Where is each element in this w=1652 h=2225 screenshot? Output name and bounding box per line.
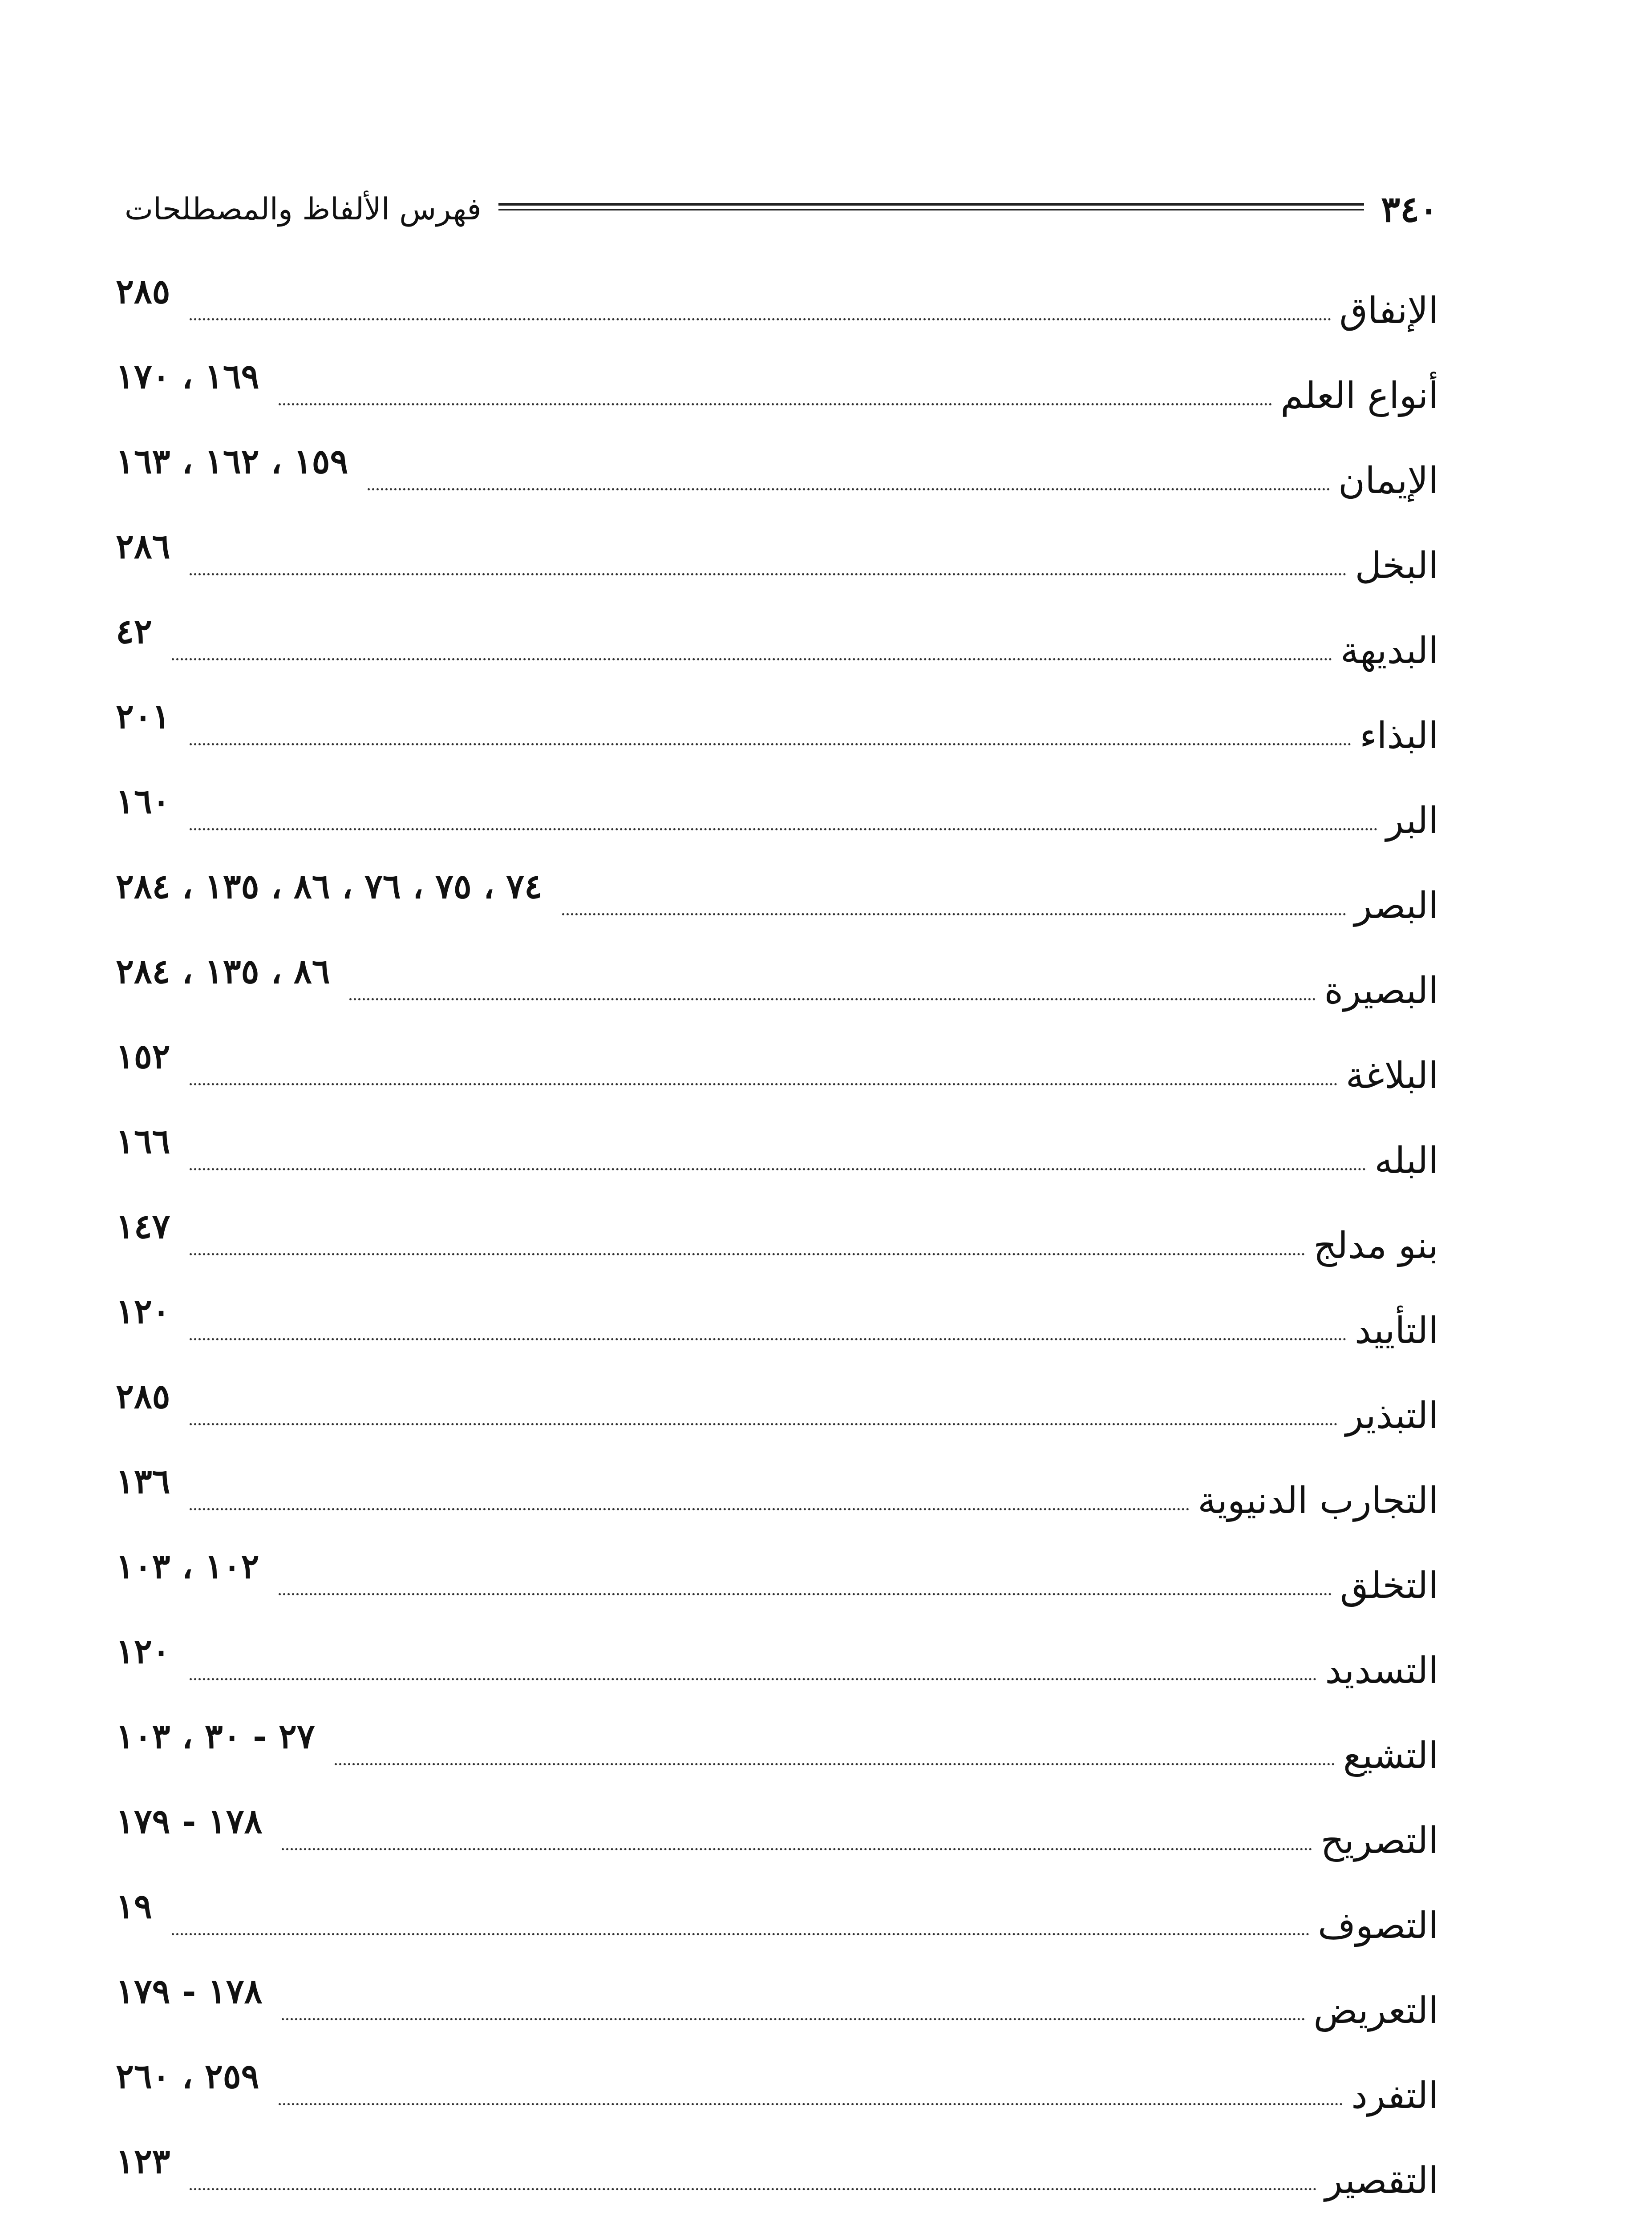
page-references: ٢٨٦ [116, 526, 170, 566]
index-term: البله [1374, 1139, 1438, 1182]
dot-leader [190, 1508, 1190, 1510]
index-term: البلاغة [1345, 1054, 1438, 1097]
running-header [125, 178, 1438, 240]
dot-leader [279, 1593, 1332, 1595]
dot-leader [282, 1848, 1312, 1850]
index-term: التسديد [1325, 1649, 1438, 1692]
dot-leader [190, 828, 1378, 830]
index-entry [116, 931, 1438, 1016]
index-entry [116, 1271, 1438, 1356]
index-entry [116, 506, 1438, 591]
index-term: التصوف [1318, 1904, 1438, 1947]
index-entry [116, 2121, 1438, 2206]
page-references: ١٦٦ [116, 1121, 170, 1161]
header-title: فهرس الألفاظ والمصطلحات [125, 191, 482, 227]
index-term: التبذير [1345, 1394, 1438, 1437]
index-entry [116, 2036, 1438, 2121]
index-entry [116, 251, 1438, 336]
index-entry [116, 591, 1438, 676]
page-references: ٢٠١ [116, 696, 170, 736]
index-term: الإيمان [1338, 459, 1438, 502]
index-term: البصيرة [1324, 969, 1438, 1012]
page-references: ٤٢ [116, 611, 152, 651]
page-references: ١٥٩ ، ١٦٢ ، ١٦٣ [116, 441, 348, 481]
page-references: ٢٧ - ٣٠ ، ١٠٣ [116, 1716, 315, 1756]
dot-leader [562, 913, 1346, 915]
index-term: البذاء [1360, 714, 1438, 757]
index-term: التخلق [1340, 1564, 1438, 1607]
page-references: ١٤٧ [116, 1206, 170, 1246]
page-references: ٢٨٥ [116, 1376, 170, 1416]
page-references: ١٥٢ [116, 1036, 170, 1076]
index-term: التأييد [1354, 1309, 1438, 1352]
page-references: ١٠٢ ، ١٠٣ [116, 1546, 259, 1586]
index-entry [116, 846, 1438, 931]
index-entry [116, 421, 1438, 506]
page-references: ٢٨٥ [116, 271, 170, 311]
index-term: الإنفاق [1339, 289, 1438, 332]
index-term: البصر [1354, 884, 1438, 927]
dot-leader [190, 2188, 1316, 2190]
dot-leader [190, 1338, 1346, 1340]
index-entry [116, 676, 1438, 761]
dot-leader [279, 2103, 1343, 2105]
page-references: ٧٤ ، ٧٥ ، ٧٦ ، ٨٦ ، ١٣٥ ، ٢٨٤ [116, 866, 543, 906]
page-references: ١٢٣ [116, 2141, 170, 2181]
header-rule [498, 203, 1364, 210]
index-term: البخل [1355, 544, 1438, 587]
index-entry [116, 2206, 1438, 2225]
index-entry [116, 1356, 1438, 1441]
index-term: البديهة [1340, 629, 1438, 672]
index-entries [116, 251, 1438, 2225]
dot-leader [368, 488, 1330, 490]
dot-leader [190, 1678, 1317, 1680]
index-term: بنو مدلج [1313, 1224, 1438, 1267]
index-term: البر [1386, 799, 1438, 842]
dot-leader [172, 658, 1332, 660]
index-entry [116, 1441, 1438, 1526]
dot-leader [279, 403, 1272, 405]
page-references: ١٦٠ [116, 781, 170, 821]
dot-leader [282, 2018, 1305, 2020]
index-term: أنواع العلم [1280, 374, 1438, 417]
index-entry [116, 1101, 1438, 1186]
index-entry [116, 1696, 1438, 1781]
index-entry [116, 1611, 1438, 1696]
page-references: ١٧٨ - ١٧٩ [116, 1971, 263, 2011]
dot-leader [190, 1423, 1337, 1425]
index-entry [116, 336, 1438, 421]
dot-leader [172, 1933, 1310, 1935]
page-references: ١٢٠ [116, 1631, 170, 1671]
index-entry [116, 1781, 1438, 1866]
index-term: التقصير [1324, 2159, 1438, 2202]
page-references: ١٦٩ ، ١٧٠ [116, 356, 259, 396]
dot-leader [335, 1763, 1335, 1765]
dot-leader [190, 1083, 1337, 1085]
index-entry [116, 1016, 1438, 1101]
index-term: التصريح [1320, 1819, 1438, 1862]
dot-leader [349, 998, 1316, 1000]
index-entry [116, 1186, 1438, 1271]
index-term: التفرد [1351, 2074, 1438, 2117]
dot-leader [190, 573, 1347, 575]
dot-leader [190, 1168, 1366, 1170]
index-entry [116, 1951, 1438, 2036]
index-entry [116, 761, 1438, 846]
page-references: ١٩ [116, 1886, 152, 1926]
dot-leader [190, 1253, 1305, 1255]
page-number: ٣٤٠ [1381, 188, 1438, 230]
index-term: التشيع [1343, 1734, 1438, 1777]
index-term: التجارب الدنيوية [1198, 1479, 1438, 1522]
page-references: ١٧٨ - ١٧٩ [116, 1801, 263, 1841]
page-references: ١٣٦ [116, 1461, 170, 1501]
index-term: التعريض [1313, 1989, 1438, 2032]
page-references: ٢٥٩ ، ٢٦٠ [116, 2056, 259, 2096]
index-entry [116, 1526, 1438, 1611]
dot-leader [190, 318, 1331, 320]
page-references: ٨٦ ، ١٣٥ ، ٢٨٤ [116, 951, 330, 991]
index-entry [116, 1866, 1438, 1951]
dot-leader [190, 743, 1352, 745]
page-references: ١٢٠ [116, 1291, 170, 1331]
